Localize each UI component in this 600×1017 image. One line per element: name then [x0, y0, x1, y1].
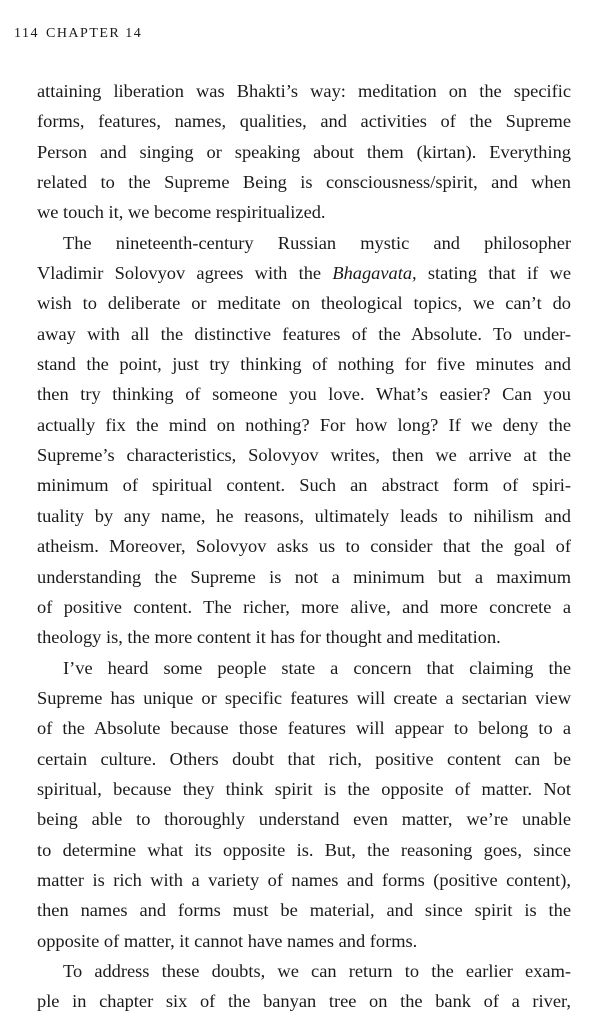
text-segment: Vladimir Solovyov agrees with the: [37, 263, 333, 284]
body-text: [37, 76, 571, 1017]
text-line: of positive content. The richer, more alive, and more concrete a: [37, 596, 571, 617]
text-line: stand the point, just try thinking of nothing for five minutes and: [37, 354, 571, 375]
chapter-heading: CHAPTER 14: [45, 26, 143, 41]
page-number: 114: [14, 26, 39, 41]
text-line: actually fix the mind on nothing? For how long? If we deny the: [37, 414, 571, 435]
text-line: being able to thoroughly understand even matter, we’re unable: [37, 809, 571, 830]
text-line: Supreme has unique or specific features will create a sectarian view: [37, 687, 571, 708]
text-line: [37, 258, 571, 288]
text-line: atheism. Moreover, Solovyov asks us to consider that the goal of: [37, 536, 571, 557]
text-line: minimum of spiritual content. Such an abstract form of spiri-: [37, 475, 571, 496]
text-line: tuality by any name, he reasons, ultimately leads to nihilism and: [37, 505, 571, 526]
text-line: ple in chapter six of the banyan tree on the bank of a river,: [37, 991, 571, 1012]
text-segment: stating that if we: [416, 263, 571, 284]
text-line: attaining liberation was Bhakti’s way: meditation on the specific: [37, 81, 571, 101]
text-line: forms, features, names, qualities, and activities of the Supreme: [37, 111, 571, 132]
text-line: Supreme’s characteristics, Solovyov writes, then we arrive at the: [37, 445, 571, 466]
text-line: away with all the distinctive features of the Absolute. To under-: [37, 323, 571, 344]
text-line: we touch it, we become respiritualized.: [37, 202, 326, 223]
text-line: opposite of matter, it cannot have names and forms.: [37, 930, 418, 951]
text-line: The nineteenth-century Russian mystic and philosopher: [63, 232, 571, 253]
running-header: [14, 26, 142, 42]
text-line: matter is rich with a variety of names and forms (positive content),: [37, 869, 571, 890]
italic-title: Bhagavata,: [332, 263, 417, 284]
text-line: to determine what its opposite is. But, the reasoning goes, since: [37, 839, 571, 860]
text-line: understanding the Supreme is not a minimum but a maximum: [37, 566, 571, 587]
text-line: To address these doubts, we can return to the earlier exam-: [63, 960, 571, 981]
text-line: related to the Supreme Being is consciousness/spirit, and when: [37, 172, 571, 193]
text-line: wish to deliberate or meditate on theological topics, we can’t do: [37, 293, 571, 314]
text-line: then names and forms must be material, and since spirit is the: [37, 900, 571, 921]
text-line: I’ve heard some people state a concern that claiming the: [63, 657, 571, 678]
text-line: spiritual, because they think spirit is the opposite of matter. Not: [37, 778, 571, 799]
text-line: theology is, the more content it has for thought and meditation.: [37, 627, 501, 648]
text-line: then try thinking of someone you love. What’s easier? Can you: [37, 384, 571, 405]
text-line: of the Absolute because those features will appear to belong to a: [37, 718, 571, 739]
text-line: Person and singing or speaking about them (kirtan). Everything: [37, 141, 571, 162]
text-line: certain culture. Others doubt that rich, positive content can be: [37, 748, 571, 769]
